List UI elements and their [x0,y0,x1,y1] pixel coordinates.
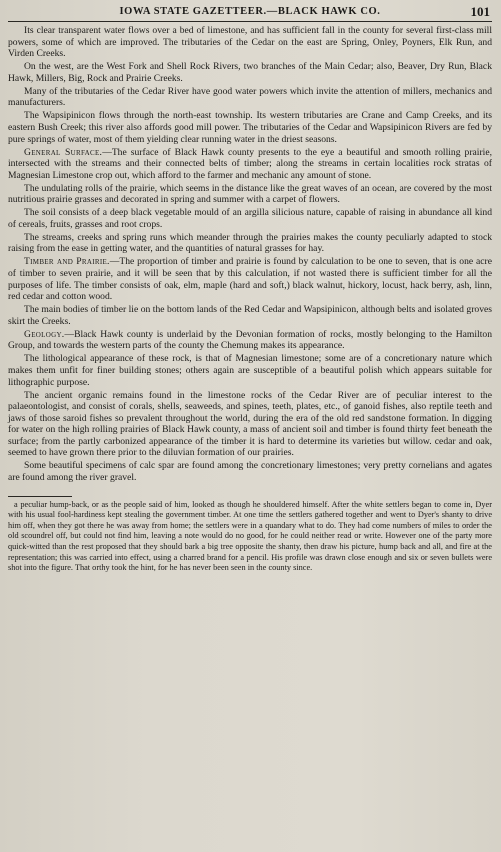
paragraph-timber-bodies: The main bodies of timber lie on the bottom lands of the Red Cedar and Wapsipinicon, although belts and isolated groves skirt the Creeks. [8,304,492,327]
footnote-rule [8,496,72,497]
paragraph-cedar-tributaries-east: Its clear transparent water flows over a bed of limestone, and has sufficient fall in the county for several first-class mill powers, some of which are improved. The tributaries of the Cedar on the east are Spring, Onley, Poyners, Elk Run, and Virden Creeks. [8,25,492,60]
section-heading-general-surface: General Surface. [24,146,103,158]
paragraph-organic-remains: The ancient organic remains found in the limestone rocks of the Cedar River are of peculiar interest to the palaeontologist, and consist of corals, shells, seaweeds, and spines, teeth, plates, etc., of ganoid fishes, also reptile teeth and jaws of those saroid fishes so prevalent throughout the world, during the era of the old red sandstone formation. In digging for water on the high rolling prairies of Black Hawk county, a mass of ancient soil and timber is found thirty feet beneath the surface; from the partly carbonized appearance of the timber it is hard to determine its varieties but willow. cedar and oak, seemed to have grown there prior to the diluvian formation of our prairies. [8,389,492,459]
paragraph-general-surface [8,147,492,182]
footnote [8,500,492,574]
paragraph-timber-prairie [8,256,492,302]
paragraph-water-powers: Many of the tributaries of the Cedar River have good water powers which invite the attention of millers, mechanics and manufacturers. [8,85,492,109]
paragraph-wapsipinicon: The Wapsipinicon flows through the north-east township. Its western tributaries are Crane and Camp Creeks, and its eastern Bush Creek; this river also affords good mill power. The tributaries of the Cedar and Wapsipinicon Rivers are fed by pure springs of water, most of them yielding clear running water in the driest seasons. [8,110,492,145]
paragraph-lithology: The lithological appearance of these rock, is that of Magnesian limestone; some are of a concretionary nature which makes them unfit for finer building stones; others again are susceptible of a beautiful polish which appears suitable for lithographic purpose. [8,353,492,388]
section-heading-timber-prairie: Timber and Prairie. [24,256,110,268]
paragraph-timber-prairie-text: —The proportion of timber and prairie is found by calculation to be one to seven, that is one acre of timber to seven prairie, and it will be seen that by this calculation, if not wasted there is sufficient timber for all the purposes of life. The timber consists of oak, elm, maple (hard and soft,) black walnut, hickory, locust, hack berry, ash, linn, red cedar and cotton wood. [8,256,492,303]
paragraph-soil: The soil consists of a deep black vegetable mould of an argilla silicious nature, capable of raising in abundance all kind of cereals, fruits, grasses and root crops. [8,207,492,230]
section-heading-geology: Geology. [24,328,65,340]
paragraph-prairie-rolls: The undulating rolls of the prairie, which seems in the distance like the great waves of an ocean, are covered by the most nutritious prairie grasses and decorated in spring and summer with a carpet of flowers. [8,182,492,206]
header-rule [8,21,492,22]
page-number: 101 [470,4,490,19]
running-head [8,4,492,19]
running-head-title: IOWA STATE GAZETTEER.—BLACK HAWK CO. [119,6,381,17]
paragraph-stock-raising: The streams, creeks and spring runs which meander through the prairies makes the county peculiarly adapted to stock raising from the ease in getting water, and the quantities of natural grasses for hay. [8,231,492,255]
footnote-text: a peculiar hump-back, or as the people said of him, looked as though he shouldered himself. After the white settlers began to come in, Dyer with his usual fool-hardiness kept stealing the government timber. At one time the settlers gathered together and went to Dyer's shanty to drive him off, when they got there he was away from home; the settlers were in a quandary what to do. They had come numbers of miles to order the old scoundrel off, but could not find him, leaving a note would do no good, for he could neither read or write. However one of the party more quick-witted than the rest proposed that they should bark a big tree opposite the shanty, then draw his picture, hump back and all, and fire at the representation; this was carried into effect, using a charred brand for a pencil. His profile was drawn close enough and six or seven bullets were shot into the figure. That orthy took the hint, for he has never been seen in the county since. [8,499,492,573]
paragraph-general-surface-text: —The surface of Black Hawk county presents to the eye a beautiful and smooth rolling prairie, intersected with the streams and their connected belts of timber; along the streams in certain localities rock stratas of Magnesian Limestone crop out, which afford to the farmer and mechanic any amount of stone. [8,146,492,181]
paragraph-cedar-tributaries-west: On the west, are the West Fork and Shell Rock Rivers, two branches of the Main Cedar; also, Beaver, Dry Run, Black Hawk, Millers, Big, Rock and Prairie Creeks. [8,61,492,84]
main-text [8,25,492,484]
paragraph-calc-spar: Some beautiful specimens of calc spar are found among the concretionary limestones; very pretty cornelians and agates are found among the river gravel. [8,460,492,484]
paragraph-geology [8,329,492,352]
paragraph-geology-text: —Black Hawk county is underlaid by the Devonian formation of rocks, mostly belonging to the Hamilton Group, and towards the western parts of the county the Chemung makes its appearance. [8,328,492,352]
